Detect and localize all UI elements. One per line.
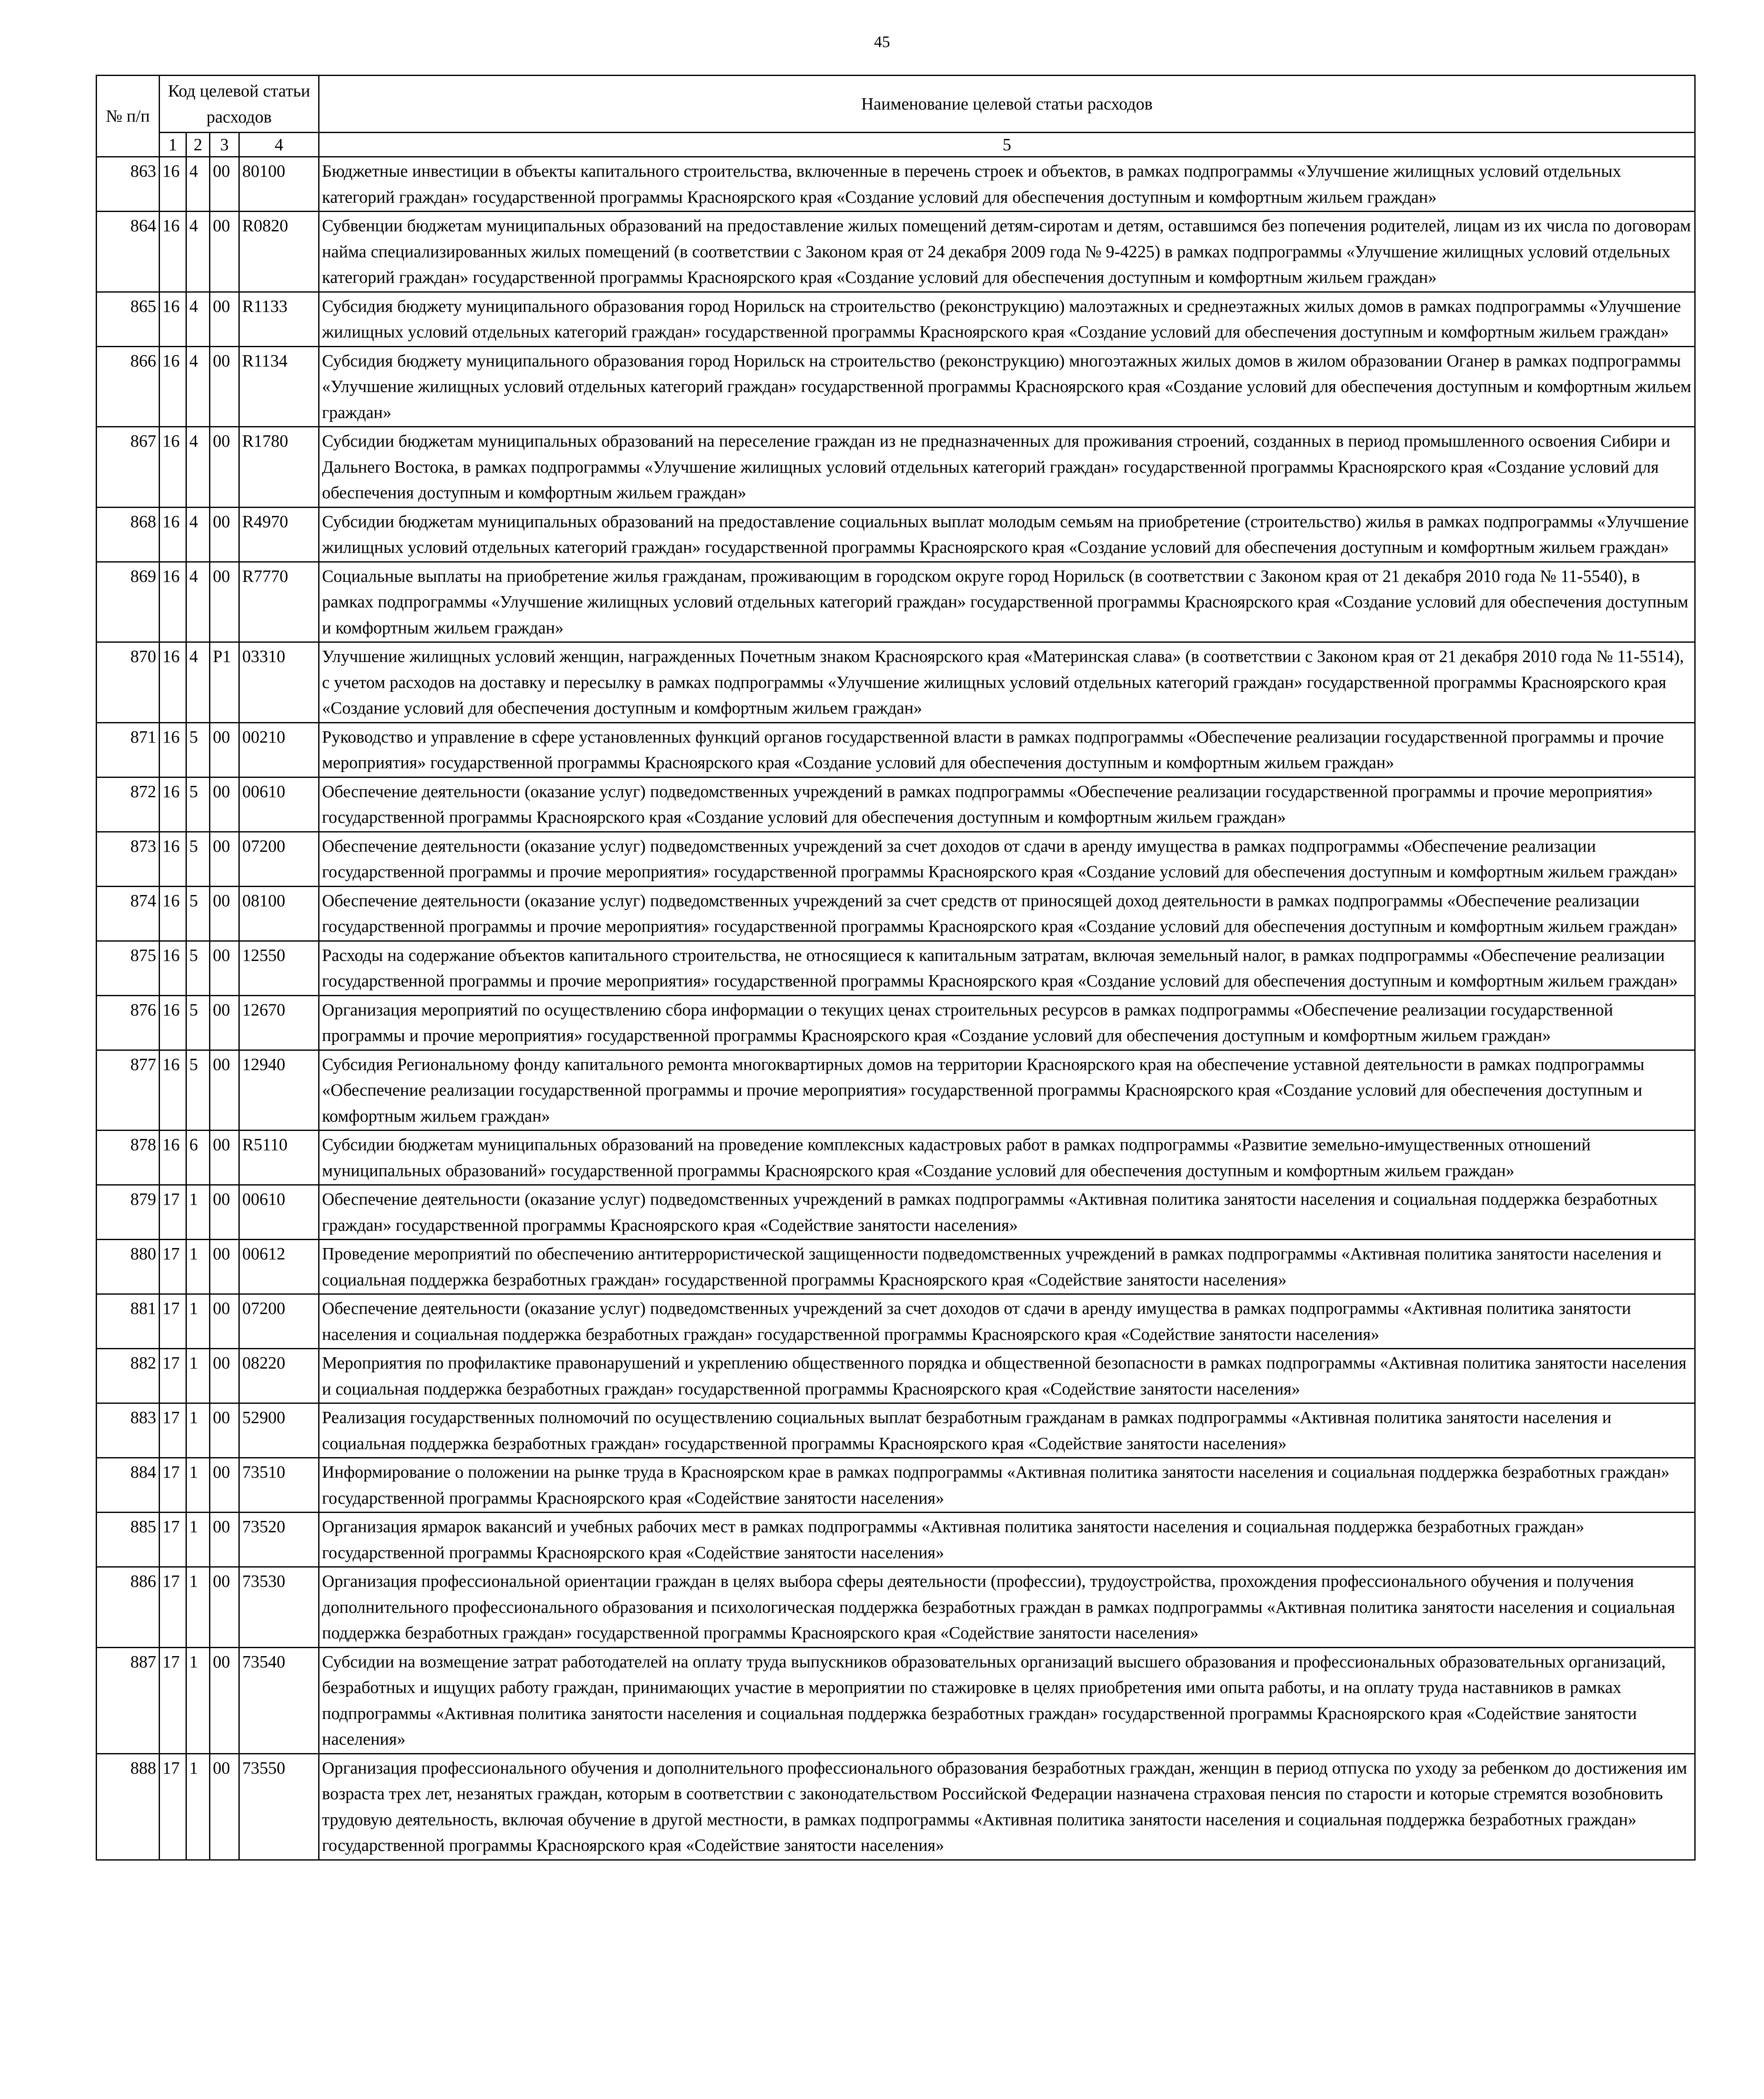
code-item: 03310 [239,642,319,723]
row-number: 883 [97,1403,160,1458]
code-item: 07200 [239,1294,319,1349]
code-group: 00 [210,1567,239,1648]
table-row [97,1403,1695,1458]
code-subprogram: 1 [186,1240,210,1294]
table-row [97,777,1695,832]
code-group: 00 [210,157,239,212]
table-row [97,1131,1695,1185]
code-item: 12940 [239,1050,319,1131]
code-program: 17 [160,1294,186,1349]
code-program: 16 [160,777,186,832]
row-number: 874 [97,886,160,941]
code-group: 00 [210,1050,239,1131]
expense-name: Обеспечение деятельности (оказание услуг) подведомственных учреждений за счет доходов от сдачи в аренду имущества в рамках подпрограммы «Активная политика занятости населения и социальная поддержка безработных граждан» государственной программы Красноярского края «Содействие занятости населения» [319,1294,1695,1349]
row-number: 873 [97,832,160,886]
code-item: 73530 [239,1567,319,1648]
expense-name: Обеспечение деятельности (оказание услуг) подведомственных учреждений за счет доходов от сдачи в аренду имущества в рамках подпрограммы «Обеспечение реализации государственной программы и прочие мероприятия» государственной программы Красноярского края «Создание условий для обеспечения доступным и комфортным жильем граждан» [319,832,1695,886]
expense-name: Бюджетные инвестиции в объекты капитального строительства, включенные в перечень строек и объектов, в рамках подпрограммы «Улучшение жилищных условий отдельных категорий граждан» государственной программы Красноярского края «Создание условий для обеспечения доступным и комфортным жильем граждан» [319,157,1695,212]
code-subprogram: 5 [186,777,210,832]
code-group: 00 [210,995,239,1050]
code-subprogram: 1 [186,1647,210,1754]
row-number: 880 [97,1240,160,1294]
code-subprogram: 1 [186,1567,210,1648]
code-subprogram: 1 [186,1754,210,1860]
expense-name: Субсидии бюджетам муниципальных образований на переселение граждан из не предназначенных для проживания строений, созданных в период промышленного освоения Сибири и Дальнего Востока, в рамках подпрограммы «Улучшение жилищных условий отдельных категорий граждан» государственной программы Красноярского края «Создание условий для обеспечения доступным и комфортным жильем граждан» [319,427,1695,508]
code-group: 00 [210,832,239,886]
code-program: 17 [160,1349,186,1403]
expense-name: Субвенции бюджетам муниципальных образований на предоставление жилых помещений детям-сиротам и детям, оставшимся без попечения родителей, лицам из их числа по договорам найма специализированных жилых помещений (в соответствии с Законом края от 24 декабря 2009 года № 9-4225) в рамках подпрограммы «Улучшение жилищных условий отдельных категорий граждан» государственной программы Красноярского края «Создание условий для обеспечения доступным и комфортным жильем граждан» [319,212,1695,292]
code-program: 16 [160,212,186,292]
code-group: 00 [210,427,239,508]
code-program: 17 [160,1185,186,1240]
expense-name: Организация мероприятий по осуществлению сбора информации о текущих ценах строительных ресурсов в рамках подпрограммы «Обеспечение реализации государственной программы и прочие мероприятия» государственной программы Красноярского края «Создание условий для обеспечения доступным и комфортным жильем граждан» [319,995,1695,1050]
table-row [97,507,1695,562]
code-group: P1 [210,642,239,723]
table-row [97,941,1695,995]
table-row [97,1754,1695,1860]
row-number: 867 [97,427,160,508]
row-number: 886 [97,1567,160,1648]
code-item: 00610 [239,1185,319,1240]
row-number: 868 [97,507,160,562]
table-row [97,995,1695,1050]
code-program: 16 [160,995,186,1050]
table-row [97,212,1695,292]
expense-name: Расходы на содержание объектов капитального строительства, не относящиеся к капитальным затратам, включая земельный налог, в рамках подпрограммы «Обеспечение реализации государственной программы и прочие мероприятия» государственной программы Красноярского края «Создание условий для обеспечения доступным и комфортным жильем граждан» [319,941,1695,995]
code-group: 00 [210,346,239,427]
expense-name: Субсидия бюджету муниципального образования город Норильск на строительство (реконструкцию) малоэтажных и среднеэтажных жилых домов в рамках подпрограммы «Улучшение жилищных условий отдельных категорий граждан» государственной программы Красноярского края «Создание условий для обеспечения доступным и комфортным жильем граждан» [319,292,1695,346]
code-program: 17 [160,1240,186,1294]
code-item: 73510 [239,1458,319,1513]
code-program: 16 [160,157,186,212]
code-program: 16 [160,722,186,777]
row-number: 869 [97,562,160,642]
table-row [97,1349,1695,1403]
code-item: 00610 [239,777,319,832]
table-row [97,1294,1695,1349]
row-number: 872 [97,777,160,832]
col-index-4: 4 [239,133,319,157]
code-subprogram: 4 [186,346,210,427]
code-subprogram: 1 [186,1185,210,1240]
expense-name: Организация ярмарок вакансий и учебных рабочих мест в рамках подпрограммы «Активная политика занятости населения и социальная поддержка безработных граждан» государственной программы Красноярского края «Содействие занятости населения» [319,1513,1695,1567]
expense-name: Субсидии на возмещение затрат работодателей на оплату труда выпускников образовательных организаций высшего образования и профессиональных образовательных организаций, безработных и ищущих работу граждан, принимающих участие в мероприятии по стажировке в целях приобретения ими опыта работы, и на оплату труда наставников в рамках подпрограммы «Активная политика занятости населения и социальная поддержка безработных граждан» государственной программы Красноярского края «Содействие занятости населения» [319,1647,1695,1754]
code-subprogram: 5 [186,995,210,1050]
code-group: 00 [210,941,239,995]
code-subprogram: 1 [186,1349,210,1403]
code-subprogram: 4 [186,212,210,292]
row-number: 875 [97,941,160,995]
expense-name: Реализация государственных полномочий по осуществлению социальных выплат безработным гражданам в рамках подпрограммы «Активная политика занятости населения и социальная поддержка безработных граждан» государственной программы Красноярского края «Содействие занятости населения» [319,1403,1695,1458]
row-number: 888 [97,1754,160,1860]
code-group: 00 [210,1240,239,1294]
col-index-5: 5 [319,133,1695,157]
code-group: 00 [210,1349,239,1403]
code-program: 17 [160,1458,186,1513]
code-item: 00612 [239,1240,319,1294]
code-program: 16 [160,346,186,427]
row-number: 885 [97,1513,160,1567]
code-subprogram: 4 [186,562,210,642]
budget-table [96,75,1696,1861]
code-subprogram: 4 [186,292,210,346]
code-item: R5110 [239,1131,319,1185]
row-number: 879 [97,1185,160,1240]
code-group: 00 [210,1185,239,1240]
expense-name: Обеспечение деятельности (оказание услуг) подведомственных учреждений в рамках подпрограммы «Обеспечение реализации государственной программы и прочие мероприятия» государственной программы Красноярского края «Создание условий для обеспечения доступным и комфортным жильем граждан» [319,777,1695,832]
expense-name: Субсидия Региональному фонду капитального ремонта многоквартирных домов на территории Красноярского края на обеспечение уставной деятельности в рамках подпрограммы «Обеспечение реализации государственной программы и прочие мероприятия» государственной программы Красноярского края «Создание условий для обеспечения доступным и комфортным жильем граждан» [319,1050,1695,1131]
row-number: 878 [97,1131,160,1185]
expense-name: Обеспечение деятельности (оказание услуг) подведомственных учреждений в рамках подпрограммы «Активная политика занятости населения и социальная поддержка безработных граждан» государственной программы Красноярского края «Содействие занятости населения» [319,1185,1695,1240]
expense-name: Улучшение жилищных условий женщин, награжденных Почетным знаком Красноярского края «Материнская слава» (в соответствии с Законом края от 21 декабря 2010 года № 11-5514), с учетом расходов на доставку и пересылку в рамках подпрограммы «Улучшение жилищных условий отдельных категорий граждан» государственной программы Красноярского края «Создание условий для обеспечения доступным и комфортным жильем граждан» [319,642,1695,723]
table-row [97,157,1695,212]
code-item: 08220 [239,1349,319,1403]
row-number: 877 [97,1050,160,1131]
code-subprogram: 1 [186,1294,210,1349]
row-number: 864 [97,212,160,292]
code-group: 00 [210,212,239,292]
code-subprogram: 4 [186,157,210,212]
row-number: 887 [97,1647,160,1754]
expense-name: Субсидия бюджету муниципального образования город Норильск на строительство (реконструкцию) многоэтажных жилых домов в жилом образовании Оганер в рамках подпрограммы «Улучшение жилищных условий отдельных категорий граждан» государственной программы Красноярского края «Создание условий для обеспечения доступным и комфортным жильем граждан» [319,346,1695,427]
code-item: R1134 [239,346,319,427]
code-group: 00 [210,1294,239,1349]
code-subprogram: 1 [186,1513,210,1567]
code-group: 00 [210,1754,239,1860]
code-subprogram: 5 [186,1050,210,1131]
table-row [97,886,1695,941]
code-item: R4970 [239,507,319,562]
code-item: 08100 [239,886,319,941]
row-number: 881 [97,1294,160,1349]
code-program: 17 [160,1647,186,1754]
expense-name: Субсидии бюджетам муниципальных образований на предоставление социальных выплат молодым семьям на приобретение (строительство) жилья в рамках подпрограммы «Улучшение жилищных условий отдельных категорий граждан» государственной программы Красноярского края «Создание условий для обеспечения доступным и комфортным жильем граждан» [319,507,1695,562]
col-index-1: 1 [160,133,186,157]
col-index-3: 3 [210,133,239,157]
code-group: 00 [210,562,239,642]
row-number: 865 [97,292,160,346]
table-row [97,346,1695,427]
table-row [97,722,1695,777]
table-row [97,1647,1695,1754]
code-item: 73520 [239,1513,319,1567]
code-program: 16 [160,1050,186,1131]
code-subprogram: 5 [186,886,210,941]
code-program: 16 [160,832,186,886]
col-index-2: 2 [186,133,210,157]
table-row [97,1458,1695,1513]
code-group: 00 [210,1647,239,1754]
code-group: 00 [210,1131,239,1185]
row-number: 866 [97,346,160,427]
expense-name: Проведение мероприятий по обеспечению антитеррористической защищенности подведомственных учреждений в рамках подпрограммы «Активная политика занятости населения и социальная поддержка безработных граждан» государственной программы Красноярского края «Содействие занятости населения» [319,1240,1695,1294]
expense-name: Мероприятия по профилактике правонарушений и укреплению общественного порядка и общественной безопасности в рамках подпрограммы «Активная политика занятости населения и социальная поддержка безработных граждан» государственной программы Красноярского края «Содействие занятости населения» [319,1349,1695,1403]
code-item: 07200 [239,832,319,886]
code-group: 00 [210,1403,239,1458]
table-row [97,1050,1695,1131]
table-header [97,76,1695,157]
code-subprogram: 5 [186,941,210,995]
code-subprogram: 5 [186,832,210,886]
expense-name: Социальные выплаты на приобретение жилья гражданам, проживающим в городском округе город Норильск (в соответствии с Законом края от 21 декабря 2010 года № 11-5540), в рамках подпрограммы «Улучшение жилищных условий отдельных категорий граждан» государственной программы Красноярского края «Создание условий для обеспечения доступным и комфортным жильем граждан» [319,562,1695,642]
code-subprogram: 4 [186,507,210,562]
code-item: 73540 [239,1647,319,1754]
code-group: 00 [210,886,239,941]
code-item: R1133 [239,292,319,346]
code-subprogram: 1 [186,1403,210,1458]
code-program: 16 [160,562,186,642]
code-subprogram: 4 [186,642,210,723]
code-item: 00210 [239,722,319,777]
table-row [97,1513,1695,1567]
row-number: 871 [97,722,160,777]
code-subprogram: 5 [186,722,210,777]
table-row [97,642,1695,723]
code-group: 00 [210,292,239,346]
code-subprogram: 6 [186,1131,210,1185]
code-program: 17 [160,1754,186,1860]
code-program: 16 [160,642,186,723]
code-program: 17 [160,1567,186,1648]
row-number: 870 [97,642,160,723]
row-number: 863 [97,157,160,212]
table-row [97,562,1695,642]
code-item: 73550 [239,1754,319,1860]
expense-name: Информирование о положении на рынке труда в Красноярском крае в рамках подпрограммы «Активная политика занятости населения и социальная поддержка безработных граждан» государственной программы Красноярского края «Содействие занятости населения» [319,1458,1695,1513]
code-program: 17 [160,1403,186,1458]
table-row [97,427,1695,508]
row-number: 876 [97,995,160,1050]
code-item: 12670 [239,995,319,1050]
code-program: 16 [160,292,186,346]
table-row [97,1240,1695,1294]
code-item: 12550 [239,941,319,995]
row-number: 884 [97,1458,160,1513]
page-number: 45 [874,33,890,51]
code-group: 00 [210,507,239,562]
col-code-header: Код целевой статьи расходов [160,76,319,133]
col-name-header: Наименование целевой статьи расходов [319,76,1695,133]
code-group: 00 [210,777,239,832]
table-row [97,292,1695,346]
code-group: 00 [210,1513,239,1567]
table-row [97,1185,1695,1240]
expense-name: Организация профессиональной ориентации граждан в целях выбора сферы деятельности (профессии), трудоустройства, прохождения профессионального обучения и получения дополнительного профессионального образования и психологическая поддержка безработных граждан в рамках подпрограммы «Активная политика занятости населения и социальная поддержка безработных граждан» государственной программы Красноярского края «Содействие занятости населения» [319,1567,1695,1648]
code-program: 16 [160,427,186,508]
code-program: 16 [160,507,186,562]
code-subprogram: 1 [186,1458,210,1513]
expense-name: Руководство и управление в сфере установленных функций органов государственной власти в рамках подпрограммы «Обеспечение реализации государственной программы и прочие мероприятия» государственной программы Красноярского края «Создание условий для обеспечения доступным и комфортным жильем граждан» [319,722,1695,777]
code-item: R0820 [239,212,319,292]
row-number: 882 [97,1349,160,1403]
table-row [97,832,1695,886]
expense-name: Субсидии бюджетам муниципальных образований на проведение комплексных кадастровых работ в рамках подпрограммы «Развитие земельно-имущественных отношений муниципальных образований» государственной программы Красноярского края «Создание условий для обеспечения доступным и комфортным жильем граждан» [319,1131,1695,1185]
expense-name: Организация профессионального обучения и дополнительного профессионального образования безработных граждан, женщин в период отпуска по уходу за ребенком до достижения им возраста трех лет, незанятых граждан, которым в соответствии с законодательством Российской Федерации назначена страховая пенсия по старости и которые стремятся возобновить трудовую деятельность, включая обучение в другой местности, в рамках подпрограммы «Активная политика занятости населения и социальная поддержка безработных граждан» государственной программы Красноярского края «Содействие занятости населения» [319,1754,1695,1860]
code-item: 80100 [239,157,319,212]
code-item: R7770 [239,562,319,642]
table-body [97,157,1695,1860]
code-program: 16 [160,941,186,995]
code-item: 52900 [239,1403,319,1458]
code-item: R1780 [239,427,319,508]
expense-name: Обеспечение деятельности (оказание услуг) подведомственных учреждений за счет средств от приносящей доход деятельности в рамках подпрограммы «Обеспечение реализации государственной программы и прочие мероприятия» государственной программы Красноярского края «Создание условий для обеспечения доступным и комфортным жильем граждан» [319,886,1695,941]
code-program: 16 [160,1131,186,1185]
code-group: 00 [210,722,239,777]
table-row [97,1567,1695,1648]
col-number-header: № п/п [97,76,160,157]
code-program: 17 [160,1513,186,1567]
code-program: 16 [160,886,186,941]
code-group: 00 [210,1458,239,1513]
code-subprogram: 4 [186,427,210,508]
